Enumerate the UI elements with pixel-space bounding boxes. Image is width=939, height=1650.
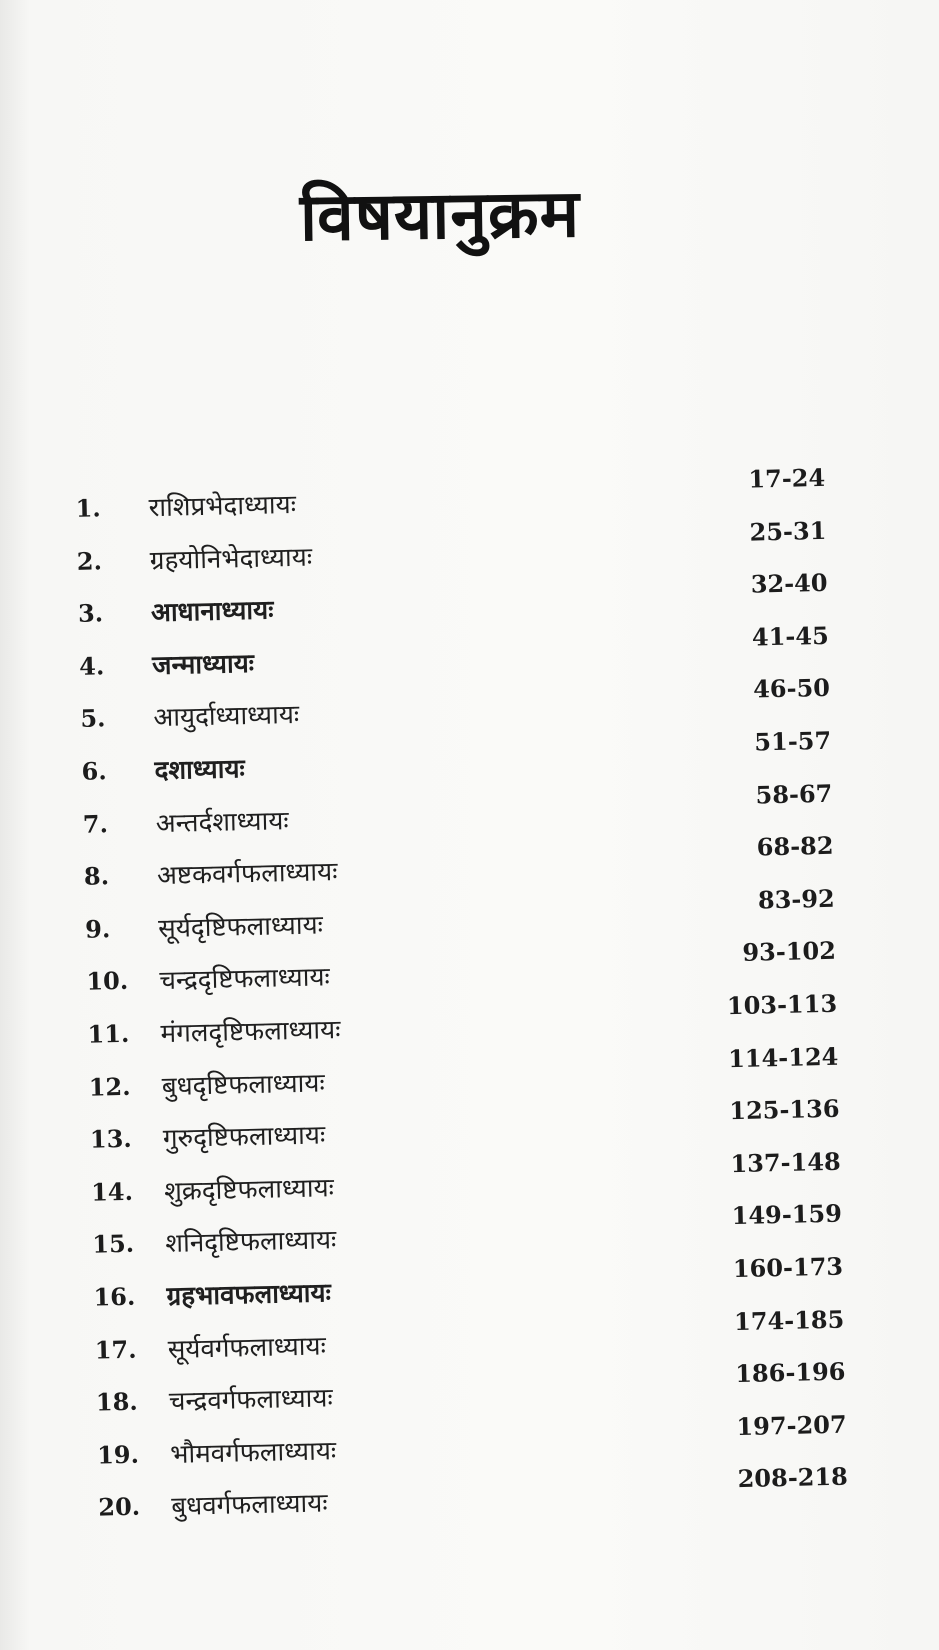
chapter-title: अन्तर्दशाध्यायः <box>155 805 289 839</box>
chapter-title: आयुर्दाध्याध्यायः <box>153 700 300 734</box>
chapter-title: शनिदृष्टिफलाध्यायः <box>165 1225 337 1260</box>
page-range: 114-124 <box>727 1041 839 1073</box>
chapter-number: 16. <box>93 1281 136 1312</box>
page-range: 103-113 <box>726 988 838 1021</box>
page-range: 68-82 <box>756 830 834 862</box>
chapter-title: शुक्रदृष्टिफलाध्यायः <box>163 1172 335 1207</box>
chapter-number: 18. <box>95 1386 139 1417</box>
page-range: 41-45 <box>751 620 830 652</box>
page-range: 137-148 <box>730 1146 841 1178</box>
chapter-title: ग्रहभावफलाध्यायः <box>166 1278 332 1312</box>
page-range: 46-50 <box>752 673 831 704</box>
chapter-number: 19. <box>96 1439 140 1470</box>
chapter-title: गुरुदृष्टिफलाध्यायः <box>162 1120 326 1155</box>
page-range: 208-218 <box>737 1461 849 1494</box>
chapter-title: आधानाध्यायः <box>150 595 274 629</box>
chapter-number: 17. <box>94 1334 137 1365</box>
chapter-number: 6. <box>81 756 107 786</box>
page-range: 83-92 <box>757 883 836 915</box>
page-range: 17-24 <box>748 462 826 494</box>
chapter-number: 2. <box>76 545 103 576</box>
chapter-number: 3. <box>77 598 104 629</box>
page-range: 25-31 <box>749 515 827 547</box>
chapter-number: 13. <box>89 1123 133 1154</box>
page-range: 125-136 <box>728 1093 840 1126</box>
chapter-title: राशिप्रभेदाध्यायः <box>148 489 297 524</box>
chapter-number: 9. <box>84 913 111 944</box>
chapter-number: 20. <box>97 1491 141 1522</box>
chapter-number: 1. <box>75 493 102 523</box>
page-range: 32-40 <box>750 568 828 599</box>
chapter-number: 10. <box>86 966 129 997</box>
chapter-title: दशाध्यायः <box>154 754 246 787</box>
chapter-number: 12. <box>88 1071 131 1102</box>
table-of-contents <box>70 463 849 1532</box>
page-range: 160-173 <box>732 1251 844 1284</box>
chapter-title: सूर्यवर्गफलाध्यायः <box>167 1330 327 1365</box>
chapter-number: 4. <box>78 651 105 681</box>
chapter-number: 14. <box>90 1176 134 1207</box>
chapter-title: चन्द्रवर्गफलाध्यायः <box>168 1383 334 1418</box>
page-range: 93-102 <box>742 936 837 968</box>
chapter-title: जन्माध्यायः <box>151 648 255 681</box>
chapter-number: 8. <box>83 861 110 891</box>
page-title: विषयानुक्रम <box>299 175 581 256</box>
page-range: 174-185 <box>733 1304 845 1336</box>
page-range: 51-57 <box>754 725 832 757</box>
page-range: 58-67 <box>755 778 833 810</box>
page-range: 186-196 <box>734 1356 846 1389</box>
chapter-number: 11. <box>87 1018 130 1049</box>
chapter-title: बुधवर्गफलाध्यायः <box>170 1488 328 1523</box>
page-range: 149-159 <box>731 1198 843 1231</box>
chapter-number: 5. <box>80 703 106 734</box>
chapter-title: मंगलदृष्टिफलाध्यायः <box>160 1014 341 1050</box>
chapter-title: भौमवर्गफलाध्यायः <box>169 1435 337 1470</box>
chapter-title: बुधदृष्टिफलाध्यायः <box>161 1067 325 1102</box>
page-range: 197-207 <box>736 1409 847 1441</box>
chapter-number: 7. <box>82 808 109 839</box>
chapter-title: सूर्यदृष्टिफलाध्यायः <box>157 910 324 944</box>
chapter-title: अष्टकवर्गफलाध्यायः <box>156 857 338 892</box>
chapter-title: चन्द्रदृष्टिफलाध्यायः <box>159 962 331 997</box>
chapter-title: ग्रहयोनिभेदाध्यायः <box>149 542 313 576</box>
chapter-number: 15. <box>92 1229 135 1259</box>
